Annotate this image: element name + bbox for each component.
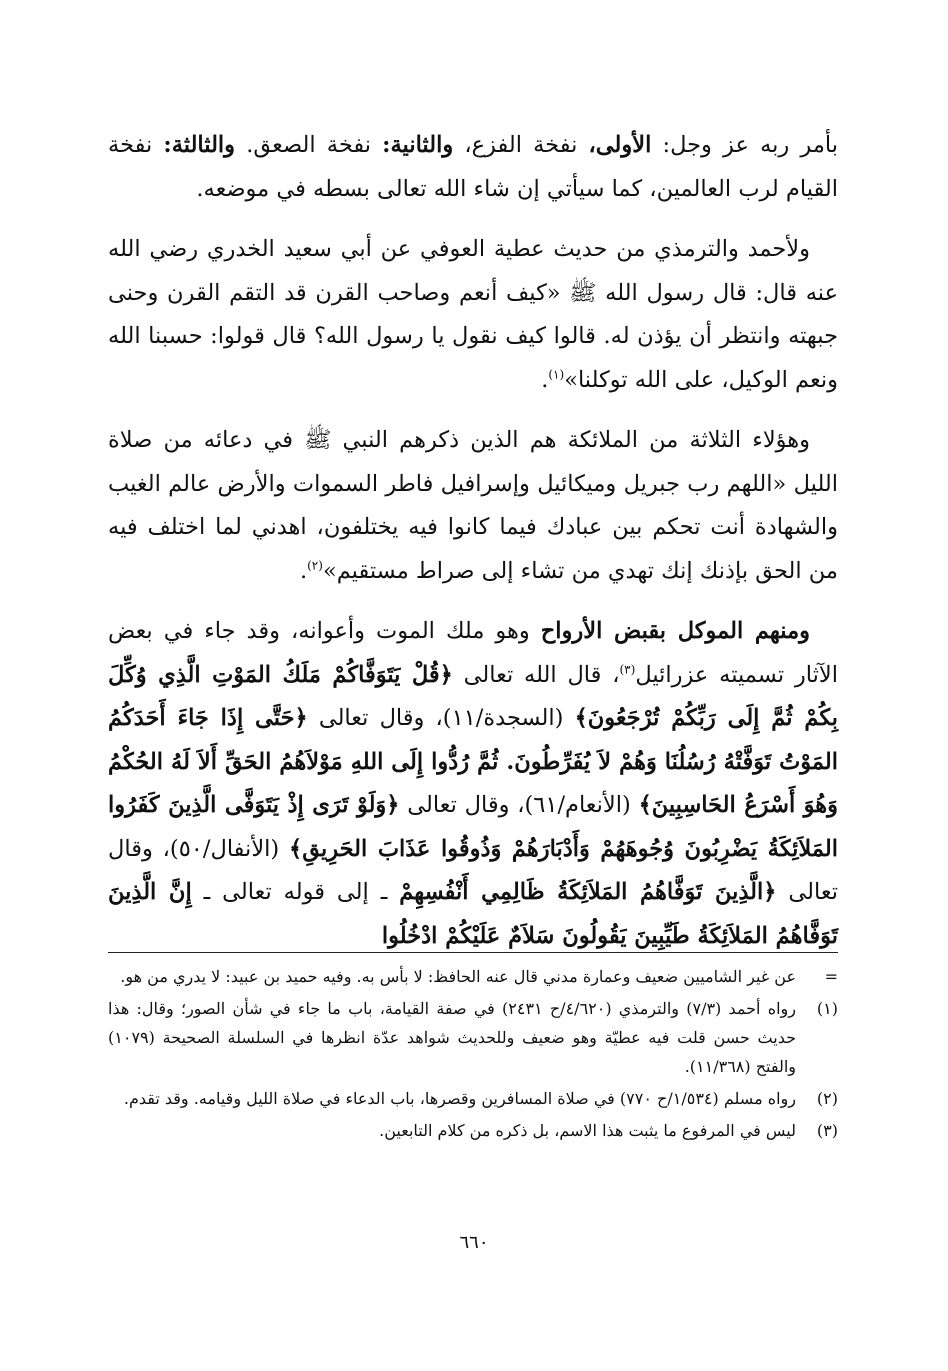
dua-text: وهؤلاء الثلاثة من الملائكة هم الذين ذكرهم النبي ﷺ في دعائه من صلاة الليل «اللهم رب جبريل وميكائيل وإسرافيل فاطر السموات والأرض عالم الغيب والشهادة أنت تحكم بين عبادك فيما كانوا فيه يختلفون، اهدني لما اختلف فيه من الحق بإذنك إنك تهدي من تشاء إلى صراط مستقيم» [108, 427, 838, 584]
section-heading-inline: ومنهم الموكل بقبض الأرواح [540, 618, 810, 644]
footnote-ref-3[interactable]: (٣) [619, 662, 636, 676]
paragraph-1 [108, 124, 838, 211]
footnote-text: عن غير الشاميين ضعيف وعمارة مدني قال عنه الحافظ: لا بأس به. وفيه حميد بن عبيد: لا يدري من هو. [120, 967, 796, 986]
footnote-mark: (٢) [816, 1089, 838, 1108]
page-number: ٦٦٠ [459, 1232, 489, 1253]
text-run: نفخة الصعق. [235, 132, 383, 158]
footnote-1 [108, 994, 838, 1081]
text-run: ـ إلى قوله تعالى ـ [191, 879, 400, 905]
footnotes [108, 962, 838, 1148]
text-run: . [541, 366, 549, 393]
quran-verse: إِنَّ الَّذِينَ تَوَفَّاهُمُ المَلاَئِكَةُ طَيِّبِينَ يَقُولُونَ سَلاَمٌ عَلَيْكُمْ ادْخُلُوا [108, 879, 838, 949]
text-run: . [299, 557, 308, 584]
quran-verse: ﴿الَّذِينَ تَوَفَّاهُمُ المَلاَئِكَةُ ظَالِمِي أَنْفُسِهِمْ [399, 879, 777, 905]
quran-verse: ﴿قُلْ يَتَوَفَّاكُمْ مَلَكُ المَوْتِ الَّذِي وُكِّلَ بِكُمْ ثُمَّ إِلَى رَبِّكُمْ تُرْجَعُونَ﴾ [108, 661, 839, 731]
paragraph-2 [108, 228, 838, 402]
footnote-ref-1[interactable]: (١) [548, 367, 565, 381]
paragraph-3 [108, 419, 838, 593]
footnote-text: ليس في المرفوع ما يثبت هذا الاسم، بل ذكره من كلام التابعين. [379, 1121, 796, 1140]
footnote-divider [108, 952, 838, 953]
quran-verse: ﴿حَتَّى إِذَا جَاءَ أَحَدَكُمُ المَوْتُ تَوَفَّتْهُ رُسُلُنَا وَهُمْ لاَ يُفَرِّطُونَ. ثُمَّ رُدُّوا إِلَى اللهِ مَوْلاَهُمُ الحَقِّ أَلاَ لَهُ الحُكْمُ وَهُوَ أَسْرَعُ الحَاسِبِينَ﴾ [108, 705, 839, 818]
verse-reference: (السجدة/١١)، وقال تعالى [307, 705, 575, 731]
text-run: نفخة القيام لرب العالمين، كما سيأتي إن شاء الله تعالى بسطه في موضعه. [108, 132, 838, 202]
bold-term-second: والثانية: [382, 132, 454, 158]
hadith-text: ولأحمد والترمذي من حديث عطية العوفي عن أبي سعيد الخدري رضي الله عنه قال: قال رسول الله ﷺ «كيف أنعم وصاحب القرن قد التقم القرن وحنى جبهته وانتظر أن يؤذن له. قالوا كيف نقول يا رسول الله؟ قال قولوا: حسبنا الله ونعم الوكيل، على الله توكلنا» [108, 236, 838, 393]
footnote-text: رواه مسلم (١/٥٣٤/ح ٧٧٠) في صلاة المسافرين وقصرها، باب الدعاء في صلاة الليل وقيامه. وقد تقدم. [123, 1089, 796, 1108]
paragraph-4 [108, 610, 838, 958]
footnote-2 [108, 1084, 838, 1113]
footnote-continued [108, 962, 838, 991]
main-text [108, 124, 838, 975]
text-run: نفخة الفزع، [453, 132, 589, 158]
footnote-text: رواه أحمد (٧/٣) والترمذي (٤/٦٢٠/ح ٢٤٣١) في صفة القيامة، باب ما جاء في شأن الصور؛ وقال: هذا حديث حسن قلت فيه عطيّة وهو ضعيف وللحديث شواهد عدّة انظرها في السلسلة الصحيحة (١٠٧٩) والفتح (١١/٣٦٨). [108, 999, 796, 1076]
bold-term-first: الأولى، [588, 132, 652, 158]
quran-verse: ﴿وَلَوْ تَرَى إِذْ يَتَوَفَّى الَّذِينَ كَفَرُوا المَلاَئِكَةُ يَضْرِبُونَ وُجُوهَهُمْ وَأَدْبَارَهُمْ وَذُوقُوا عَذَابَ الحَرِيقِ﴾ [108, 792, 838, 862]
footnote-mark: (١) [816, 999, 838, 1018]
text-run: ، قال الله تعالى [452, 661, 620, 688]
footnote-mark: (٣) [816, 1121, 838, 1140]
footnote-ref-2[interactable]: (٢) [307, 558, 323, 572]
text-run: وهو ملك الموت وأعوانه، وقد جاء في بعض الآثار تسميته عزرائيل [108, 618, 839, 688]
footnote-mark: = [824, 967, 838, 986]
bold-term-third: والثالثة: [163, 132, 236, 158]
verse-reference: (الأنفال/٥٠)، وقال تعالى [108, 835, 838, 905]
text-run: بأمر ربه عز وجل: [651, 132, 839, 158]
footnote-3 [108, 1116, 838, 1145]
verse-reference: (الأنعام/٦١)، وقال تعالى [399, 792, 639, 818]
